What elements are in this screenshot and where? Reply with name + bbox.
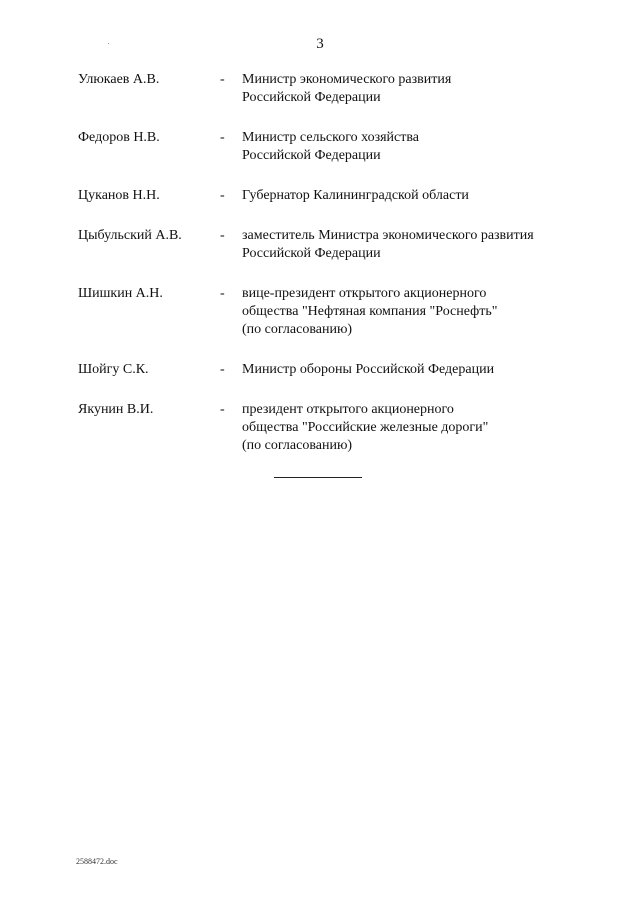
position-line: Российской Федерации [242, 246, 381, 261]
member-position [242, 187, 582, 205]
member-entry [78, 227, 598, 263]
member-position [242, 129, 582, 165]
position-line: (по согласованию) [242, 322, 353, 337]
member-list [78, 71, 598, 477]
member-entry [78, 361, 598, 379]
member-position [242, 285, 582, 339]
end-of-list-rule [274, 477, 362, 478]
member-dash: - [220, 362, 225, 377]
member-dash: - [220, 188, 225, 203]
member-entry [78, 71, 598, 107]
position-line: Министр сельского хозяйства [242, 130, 419, 145]
position-line: президент открытого акционерного [242, 402, 454, 417]
member-position [242, 227, 582, 263]
position-line: общества "Российские железные дороги" [242, 420, 489, 435]
page-number: 3 [316, 36, 324, 52]
member-name: Цыбульский А.В. [78, 228, 182, 243]
member-name: Шойгу С.К. [78, 362, 149, 377]
member-name: Цуканов Н.Н. [78, 188, 160, 203]
position-line: общества "Нефтяная компания "Роснефть" [242, 304, 498, 319]
member-dash: - [220, 72, 225, 87]
member-entry [78, 187, 598, 205]
member-position [242, 361, 582, 379]
member-name: Улюкаев А.В. [78, 72, 160, 87]
position-line: Российской Федерации [242, 90, 381, 105]
member-entry [78, 129, 598, 165]
member-name: Якунин В.И. [78, 402, 154, 417]
member-dash: - [220, 402, 225, 417]
position-line: Министр экономического развития [242, 72, 452, 87]
member-entry [78, 285, 598, 339]
member-position [242, 71, 582, 107]
member-dash: - [220, 130, 225, 145]
position-line: Российской Федерации [242, 148, 381, 163]
member-position [242, 401, 582, 455]
document-filename: 2588472.doc [76, 857, 118, 866]
position-line: заместитель Министра экономического развития [242, 228, 534, 243]
member-name: Федоров Н.В. [78, 130, 160, 145]
member-name: Шишкин А.Н. [78, 286, 163, 301]
member-entry [78, 401, 598, 455]
position-line: (по согласованию) [242, 438, 353, 453]
position-line: вице-президент открытого акционерного [242, 286, 487, 301]
position-line: Министр обороны Российской Федерации [242, 362, 495, 377]
member-dash: - [220, 228, 225, 243]
member-dash: - [220, 286, 225, 301]
position-line: Губернатор Калининградской области [242, 188, 469, 203]
